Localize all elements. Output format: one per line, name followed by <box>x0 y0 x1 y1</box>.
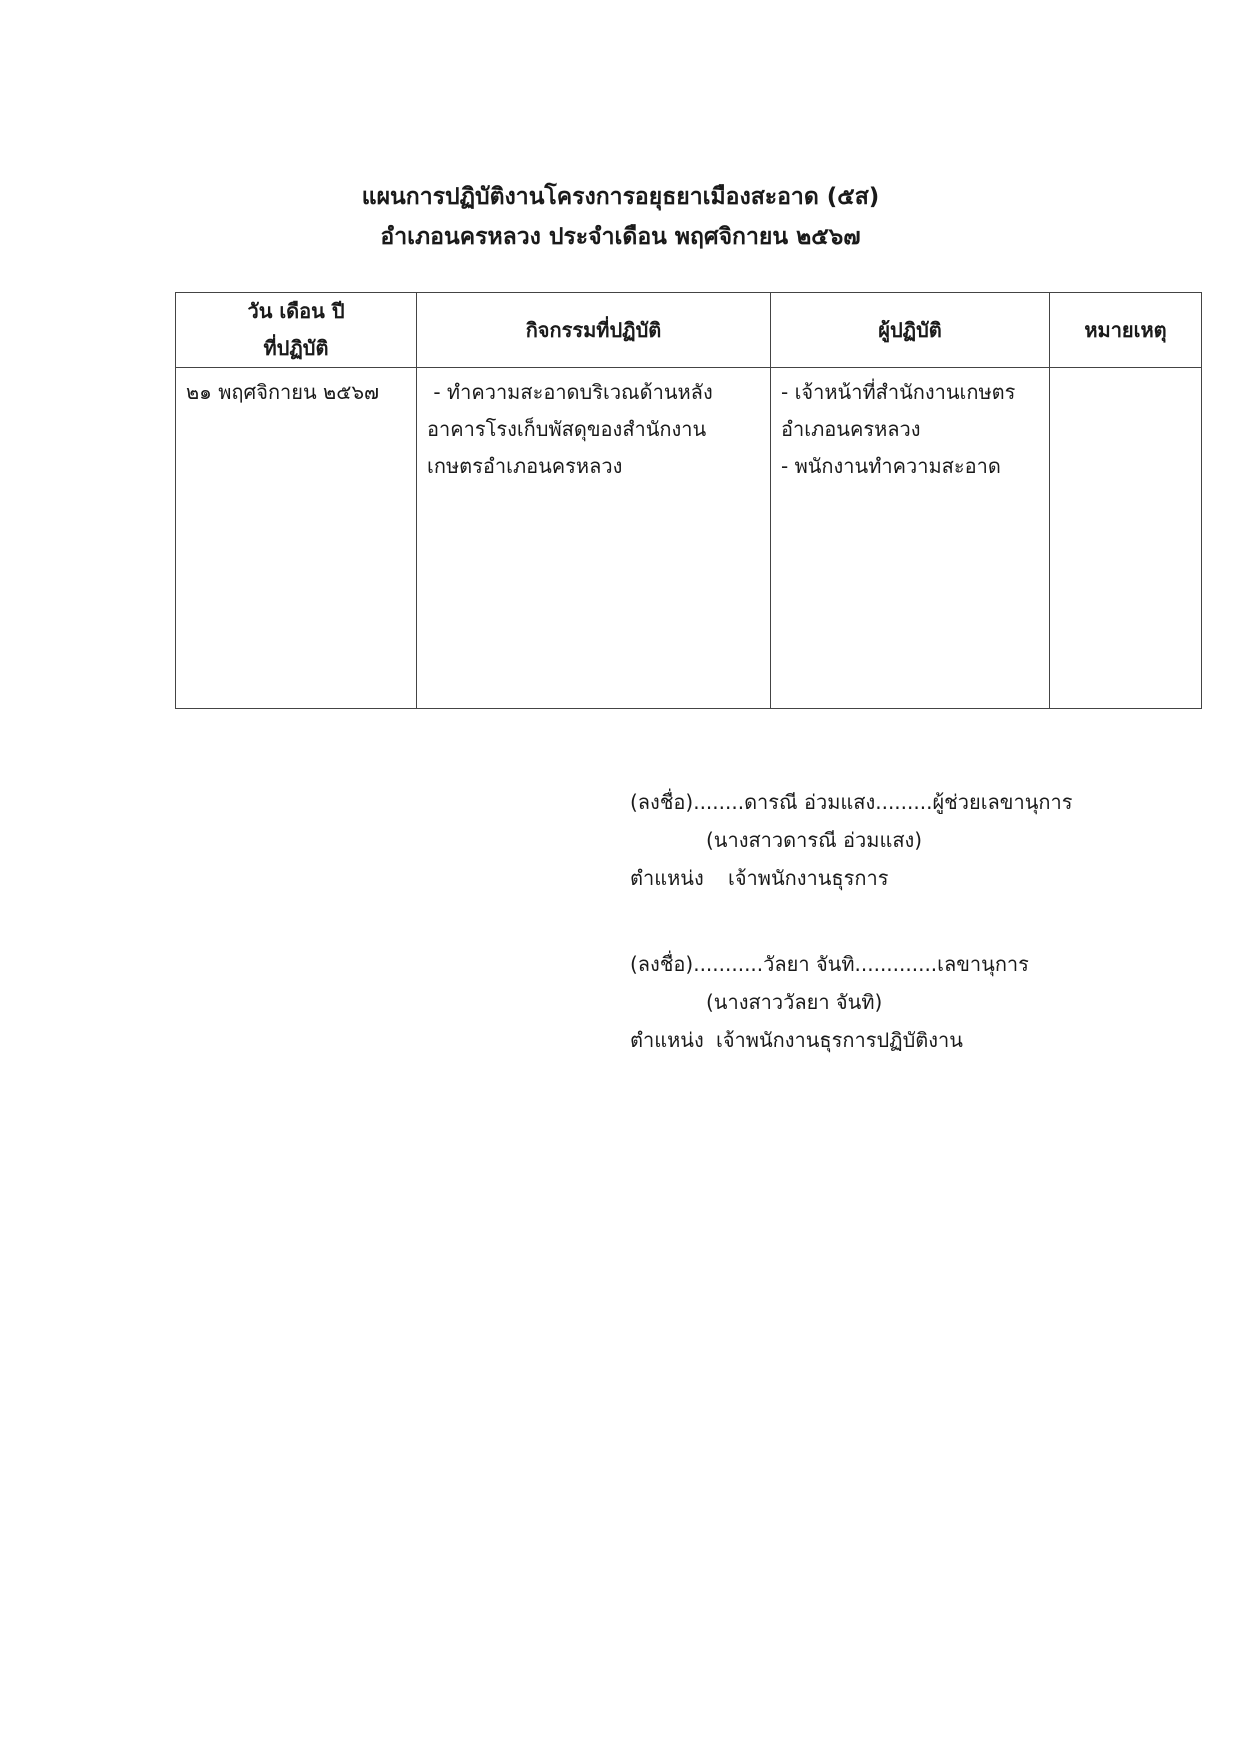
table-row <box>176 368 1202 709</box>
position-value: เจ้าพนักงานธุรการปฏิบัติงาน <box>716 1028 963 1052</box>
position-label: ตำแหน่ง <box>630 866 704 890</box>
col-header-date-line2: ที่ปฏิบัติ <box>263 336 329 360</box>
position-value: เจ้าพนักงานธุรการ <box>728 866 889 890</box>
cell-performer-line: - เจ้าหน้าที่สำนักงานเกษตร <box>781 380 1016 404</box>
signature-line: (ลงชื่อ)........ดารณี อ่วมแสง.........ผู้ช่วยเลขานุการ <box>630 790 1073 814</box>
table-header-row <box>176 293 1202 368</box>
cell-performer-line: - พนักงานทำความสะอาด <box>781 454 1001 478</box>
cell-date-text: ๒๑ พฤศจิกายน ๒๕๖๗ <box>186 380 380 404</box>
cell-remark <box>1050 368 1202 709</box>
col-header-date <box>176 293 417 368</box>
col-header-performers-label: ผู้ปฏิบัติ <box>878 317 942 342</box>
cell-date <box>176 368 417 709</box>
cell-activity <box>417 368 771 709</box>
signature-block-1 <box>630 783 1072 897</box>
cell-activity-line: เกษตรอำเภอนครหลวง <box>427 454 623 478</box>
plan-table <box>175 292 1202 709</box>
cell-performers <box>771 368 1050 709</box>
col-header-performers <box>771 293 1050 368</box>
col-header-date-line1: วัน เดือน ปี <box>247 299 345 323</box>
col-header-activity <box>417 293 771 368</box>
signer-name: (นางสาววัลยา จันทิ) <box>706 990 883 1014</box>
cell-activity-line: อาคารโรงเก็บพัสดุของสำนักงาน <box>427 417 707 441</box>
cell-activity-line: - ทำความสะอาดบริเวณด้านหลัง <box>427 380 713 404</box>
signer-name: (นางสาวดารณี อ่วมแสง) <box>706 828 923 852</box>
col-header-activity-label: กิจกรรมที่ปฏิบัติ <box>525 317 662 342</box>
document-subtitle: อำเภอนครหลวง ประจำเดือน พฤศจิกายน ๒๕๖๗ <box>380 224 861 250</box>
document-title: แผนการปฏิบัติงานโครงการอยุธยาเมืองสะอาด (๕ส) <box>361 184 880 210</box>
signer-position <box>630 1021 1029 1059</box>
signature-line: (ลงชื่อ)...........วัลยา จันทิ.............เลขานุการ <box>630 952 1029 976</box>
col-header-remark <box>1050 293 1202 368</box>
signer-position <box>630 859 1072 897</box>
col-header-remark-label: หมายเหตุ <box>1084 317 1167 342</box>
signature-block-2 <box>630 945 1029 1059</box>
cell-performer-line: อำเภอนครหลวง <box>781 417 921 441</box>
position-label: ตำแหน่ง <box>630 1028 704 1052</box>
